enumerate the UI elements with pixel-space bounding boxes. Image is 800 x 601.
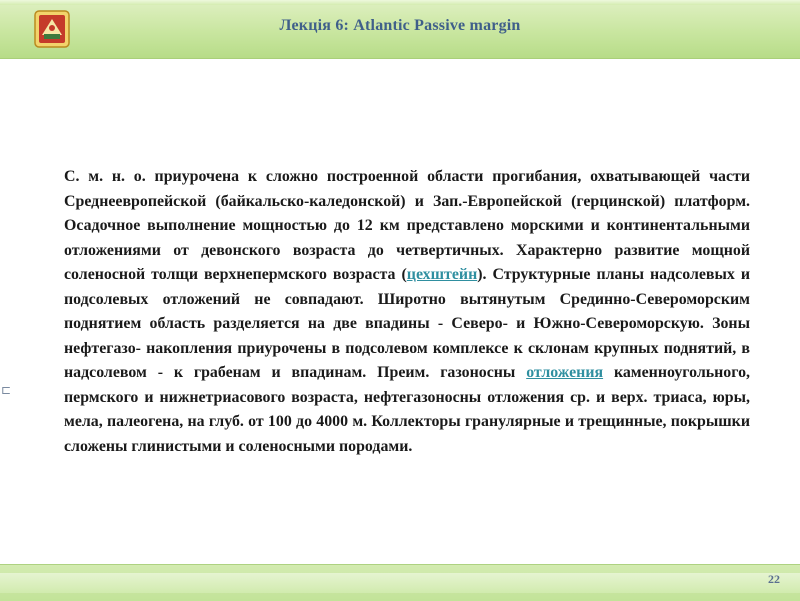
slide-marker-icon: ⊏ [1, 383, 12, 397]
footer-stripe [0, 573, 800, 593]
link-zechstein[interactable]: цехштейн [406, 266, 478, 283]
paragraph-part-3: каменноугольного, пермского и нижнетриасового возраста, нефтегазоносны отложения ср. и верх. триаса, юры, мела, палеогена, на глуб. от 100 до 4000 м. Коллекторы гранулярные и трещинные, покрышки сложены глинистыми и соленосными породами. [64, 364, 750, 455]
paragraph-part-2: ). Структурные планы надсолевых и подсолевых отложений не совпадают. Широтно вытянутым Срединно-Североморским поднятием область разделяется на две впадины - Северо- и Южно-Североморскую. Зоны нефтегазо- накопления приурочены в подсолевом комплексе к склонам крупных поднятий, в надсолевом - к грабенам и впадинам. Преим. газоносны [64, 266, 750, 381]
header-stripe [0, 0, 800, 5]
header-bar [0, 0, 800, 59]
page-number: 22 [768, 572, 780, 586]
main-paragraph [64, 165, 750, 459]
link-deposits[interactable]: отложения [526, 364, 604, 381]
page-title: Лекція 6: Atlantic Passive margin [279, 17, 521, 34]
paragraph-part-1: С. м. н. о. приурочена к сложно построенной области прогибания, охватывающей части Среднеевропейской (байкальско-каледонской) и Зап.-Европейской (герцинской) платформ. Осадочное выполнение мощностью до 12 км представлено морскими и континентальными отложениями от девонского возраста до четвертичных. Характерно развитие мощной соленосной толщи верхнепермского возраста ( [64, 168, 750, 283]
footer-bar [0, 564, 800, 601]
